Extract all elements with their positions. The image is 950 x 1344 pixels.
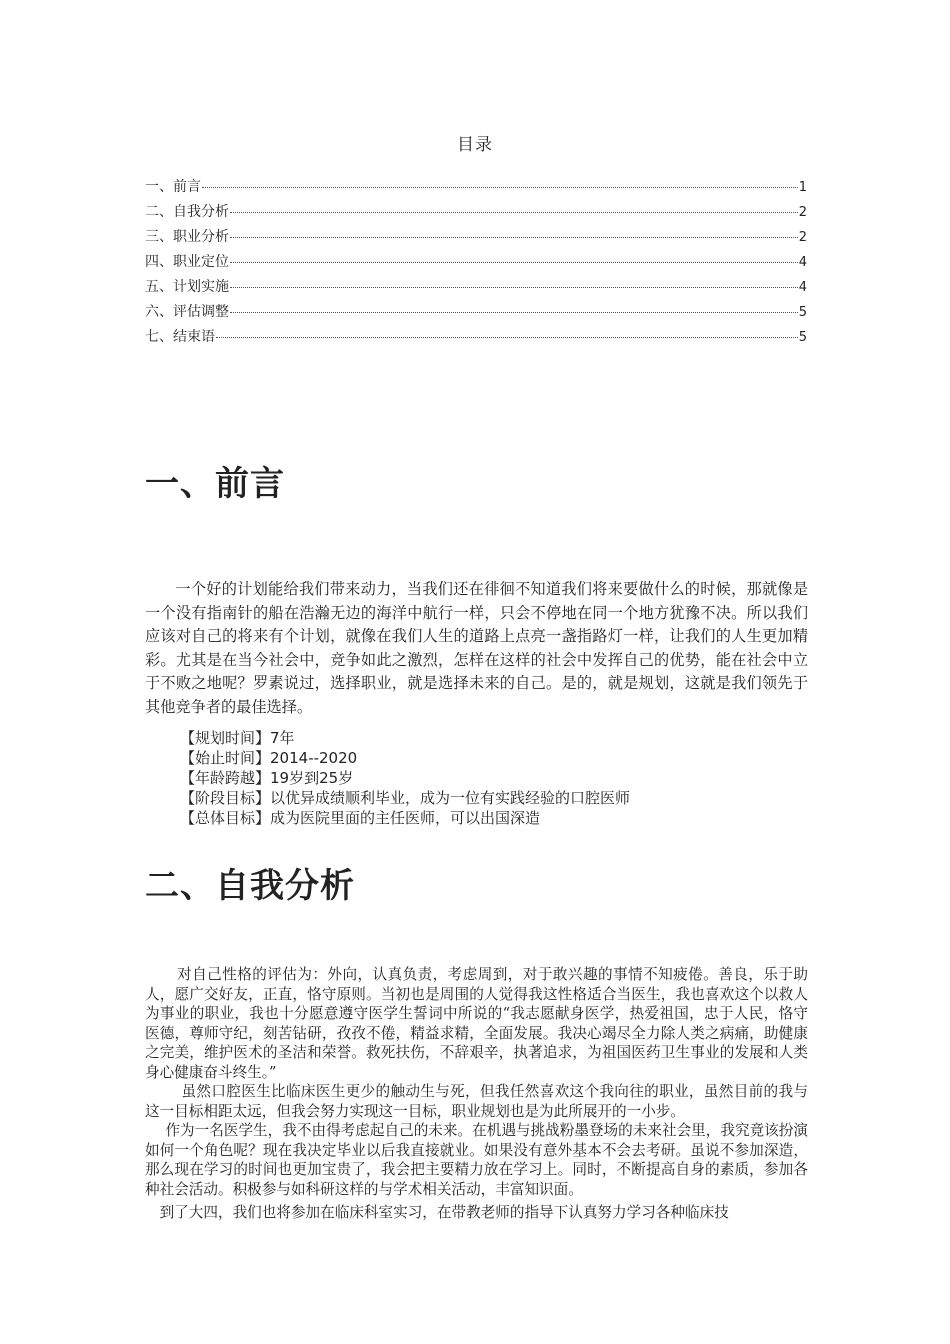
- toc-entry-label: 二、自我分析: [145, 204, 229, 220]
- plan-meta-key: 【阶段目标】: [180, 789, 271, 807]
- plan-meta-item: [180, 808, 820, 828]
- toc-entry[interactable]: [145, 276, 807, 301]
- toc-entry[interactable]: [145, 176, 807, 201]
- plan-meta-key: 【年龄跨越】: [180, 769, 271, 787]
- self-analysis-body: [145, 965, 808, 1224]
- self-analysis-paragraph: 对自己性格的评估为：外向，认真负责，考虑周到，对于敢兴趣的事情不知疲倦。善良，乐于助人，愿广交好友，正直，恪守原则。当初也是周围的人觉得我这性格适合当医生，我也喜欢这个以救人为事业的职业，我也十分愿意遵守医学生誓词中所说的“我志愿献身医学，热爱祖国，忠于人民，恪守医德，尊师守纪，刻苦钻研，孜孜不倦，精益求精，全面发展。我决心竭尽全力除人类之病痛，助健康之完美，维护医术的圣洁和荣誉。救死扶伤，不辞艰辛，执著追求，为祖国医药卫生事业的发展和人类身心健康奋斗终生。”: [145, 966, 808, 1081]
- toc-entry-page: 5: [798, 330, 807, 345]
- toc-entry[interactable]: [145, 251, 807, 276]
- plan-meta-list: [180, 728, 820, 828]
- toc-entry-label: 一、前言: [145, 179, 201, 195]
- toc-entry[interactable]: [145, 301, 807, 326]
- toc-entry[interactable]: [145, 326, 807, 351]
- toc-entry-label: 五、计划实施: [145, 279, 229, 295]
- plan-meta-key: 【始止时间】: [180, 749, 271, 767]
- plan-meta-item: [180, 768, 820, 788]
- toc-entry-label: 六、评估调整: [145, 304, 229, 320]
- plan-meta-item: [180, 728, 820, 748]
- plan-meta-value: 2014--2020: [270, 749, 358, 767]
- toc-leader-dots: [230, 262, 798, 263]
- toc-entry-label: 七、结束语: [145, 329, 215, 345]
- plan-meta-key: 【总体目标】: [180, 809, 271, 827]
- plan-meta-item: [180, 788, 820, 808]
- toc-entry-page: 4: [798, 255, 807, 270]
- toc-leader-dots: [216, 337, 798, 338]
- preface-body: [145, 578, 808, 719]
- toc-entry-label: 三、职业分析: [145, 229, 229, 245]
- toc-leader-dots: [230, 312, 798, 313]
- toc-leader-dots: [230, 287, 798, 288]
- toc-entry-label: 四、职业定位: [145, 254, 229, 270]
- toc-entry-page: 2: [798, 230, 807, 245]
- preface-paragraph: 一个好的计划能给我们带来动力，当我们还在徘徊不知道我们将来要做什么的时候，那就像是一个没有指南针的船在浩瀚无边的海洋中航行一样，只会不停地在同一个地方犹豫不决。所以我们应该对自己的将来有个计划，就像在我们人生的道路上点亮一盏指路灯一样，让我们的人生更加精彩。尤其是在当今社会中，竞争如此之激烈，怎样在这样的社会中发挥自己的优势，能在社会中立于不败之地呢？罗素说过，选择职业，就是选择未来的自己。是的，就是规划，这就是我们领先于其他竞争者的最佳选择。: [145, 580, 808, 716]
- plan-meta-item: [180, 748, 820, 768]
- plan-meta-value: 7年: [270, 729, 295, 747]
- plan-meta-value: 成为医院里面的主任医师，可以出国深造: [270, 809, 541, 827]
- toc-entry[interactable]: [145, 226, 807, 251]
- self-analysis-paragraph: 到了大四，我们也将参加在临床科室实习，在带教老师的指导下认真努力学习各种临床技: [159, 1204, 729, 1221]
- toc-entry-page: 2: [798, 205, 807, 220]
- toc-entry-page: 4: [798, 280, 807, 295]
- plan-meta-value: 以优异成绩顺利毕业，成为一位有实践经验的口腔医师: [270, 789, 631, 807]
- toc-leader-dots: [202, 187, 798, 188]
- plan-meta-value: 19岁到25岁: [270, 769, 354, 787]
- toc-entry[interactable]: [145, 201, 807, 226]
- self-analysis-paragraph: 虽然口腔医生比临床医生更少的触动生与死，但我任然喜欢这个我向往的职业，虽然目前的我与这一目标相距太远，但我会努力实现这一目标，职业规划也是为此所展开的一小步。: [145, 1083, 808, 1120]
- toc-title: 目录: [457, 135, 493, 155]
- table-of-contents: [145, 176, 807, 351]
- toc-entry-page: 1: [798, 180, 807, 195]
- toc-leader-dots: [230, 212, 798, 213]
- toc-leader-dots: [230, 237, 798, 238]
- section-heading-self-analysis: 二、自我分析: [145, 866, 355, 906]
- plan-meta-key: 【规划时间】: [180, 729, 271, 747]
- self-analysis-paragraph: 作为一名医学生，我不由得考虑起自己的未来。在机遇与挑战粉墨登场的未来社会里，我究竟该扮演如何一个角色呢？现在我决定毕业以后我直接就业。如果没有意外基本不会去考研。虽说不参加深造，那么现在学习的时间也更加宝贵了，我会把主要精力放在学习上。同时，不断提高自身的素质，参加各种社会活动。积极参与如科研这样的与学术相关活动，丰富知识面。: [145, 1122, 808, 1198]
- toc-entry-page: 5: [798, 305, 807, 320]
- section-heading-preface: 一、前言: [145, 464, 285, 504]
